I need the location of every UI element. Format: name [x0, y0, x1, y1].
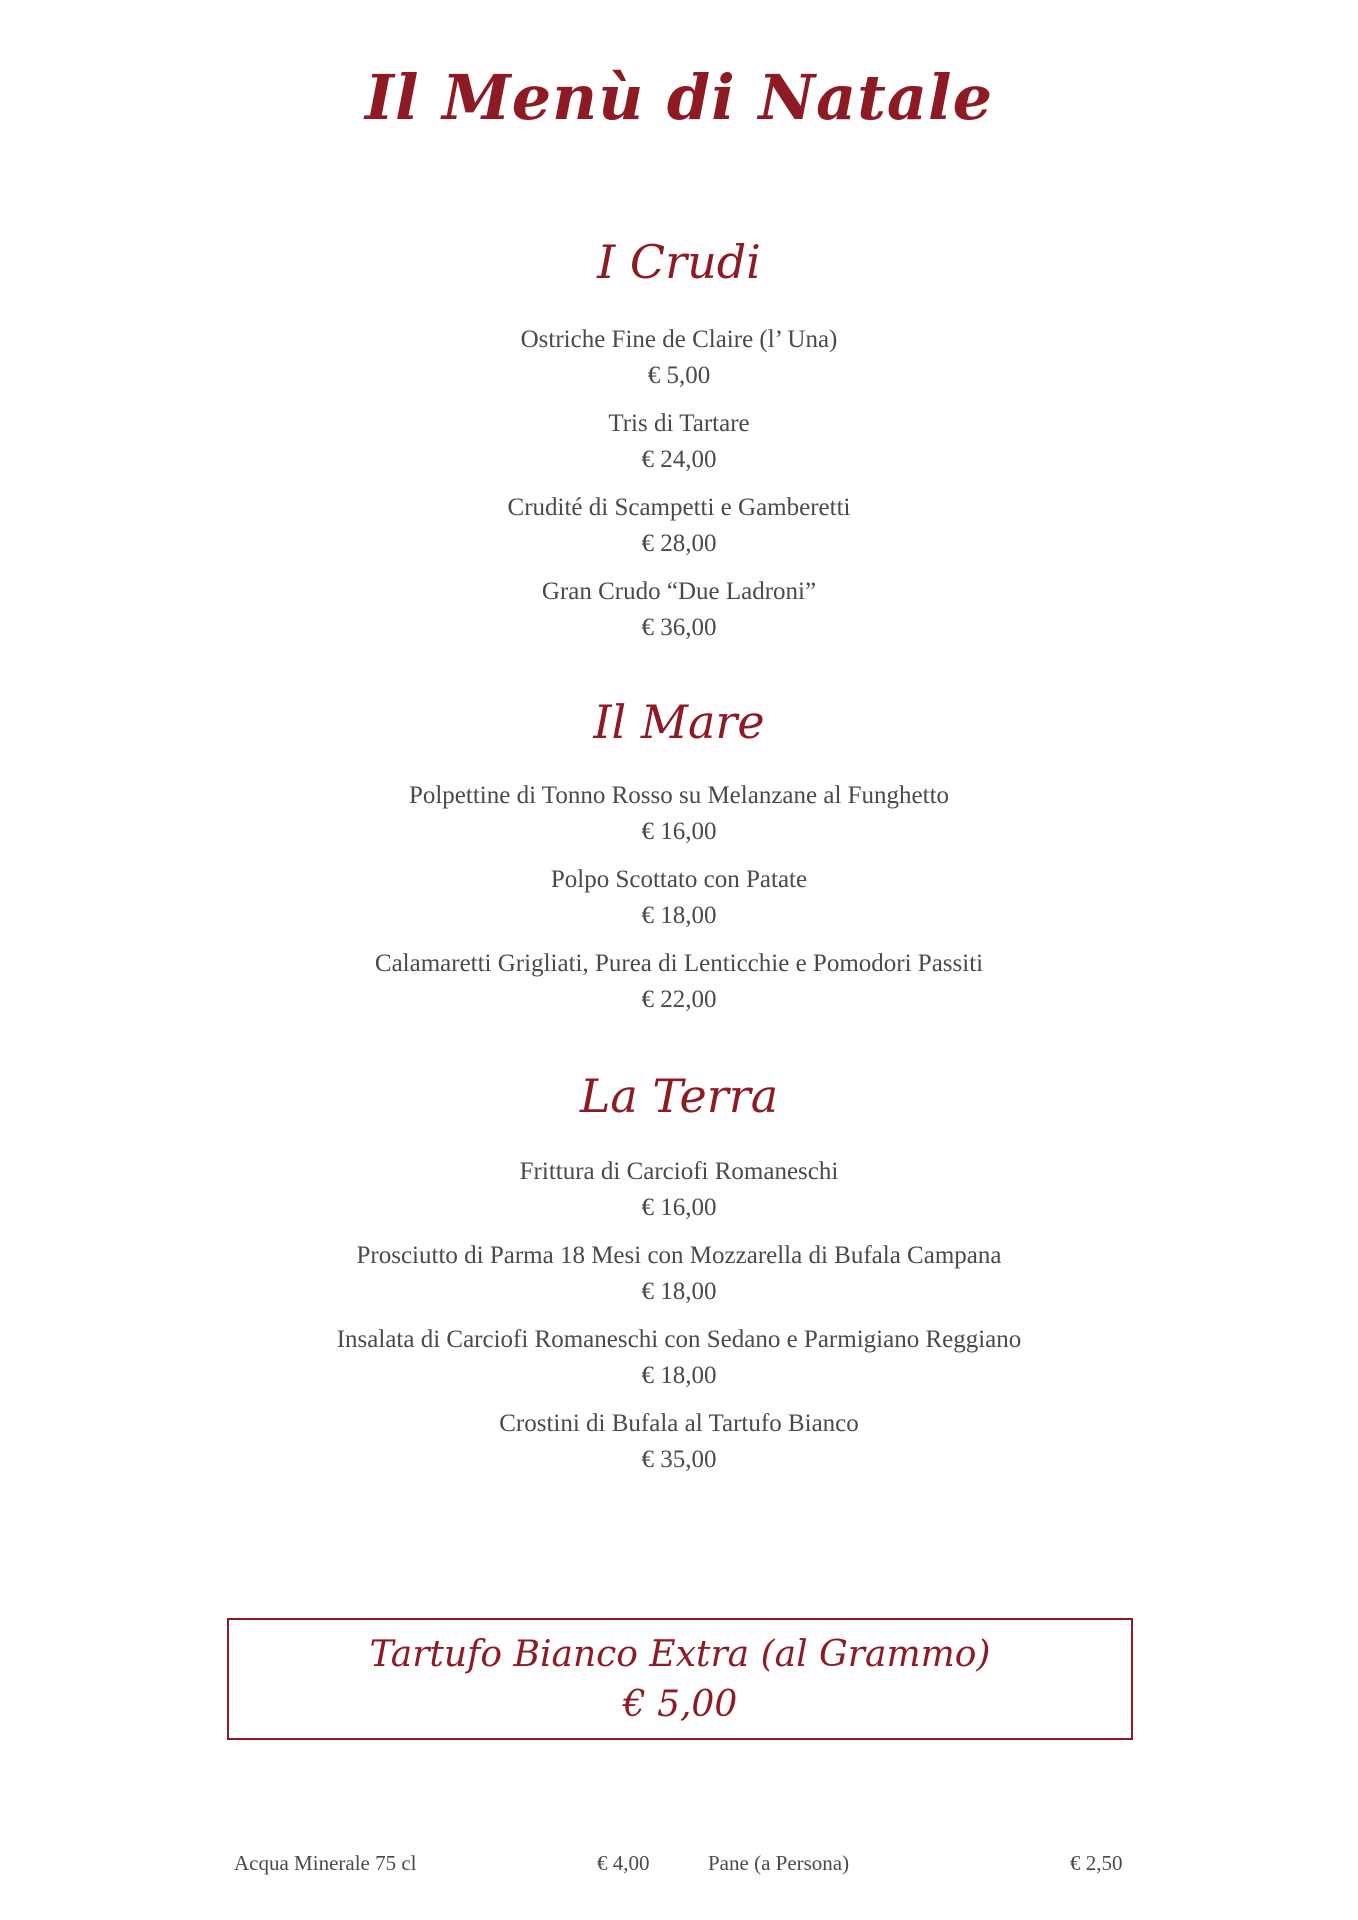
- menu-item: [0, 490, 1358, 574]
- item-price: € 22,00: [641, 986, 717, 1013]
- item-price: € 35,00: [641, 1446, 717, 1473]
- truffle-label: Tartufo Bianco Extra (al Grammo): [369, 1634, 991, 1675]
- section-heading-mare: Il Mare: [593, 695, 765, 749]
- item-price: € 5,00: [647, 362, 711, 389]
- item-price: € 18,00: [641, 1362, 717, 1389]
- menu-item: [0, 946, 1358, 1030]
- menu-item: [0, 1322, 1358, 1406]
- item-name: Crostini di Bufala al Tartufo Bianco: [499, 1410, 859, 1437]
- section-items-crudi: [0, 322, 1358, 658]
- item-name: Gran Crudo “Due Ladroni”: [541, 578, 817, 605]
- menu-item: [0, 1406, 1358, 1490]
- menu-item: [0, 862, 1358, 946]
- item-name: Ostriche Fine de Claire (l’ Una): [520, 326, 838, 353]
- item-name: Tris di Tartare: [608, 410, 750, 437]
- footer-bread-label: Pane (a Persona): [708, 1851, 850, 1875]
- item-name: Prosciutto di Parma 18 Mesi con Mozzarella di Bufala Campana: [356, 1242, 1002, 1269]
- footer-water-price: € 4,00: [597, 1851, 650, 1875]
- item-price: € 36,00: [641, 614, 717, 641]
- section-heading-crudi: I Crudi: [597, 235, 761, 289]
- footer-bread-price: € 2,50: [1070, 1851, 1123, 1875]
- item-price: € 18,00: [641, 1278, 717, 1305]
- truffle-price: € 5,00: [622, 1684, 738, 1725]
- item-name: Polpettine di Tonno Rosso su Melanzane al Funghetto: [408, 782, 950, 809]
- menu-item: [0, 406, 1358, 490]
- section-items-mare: [0, 778, 1358, 1030]
- item-name: Insalata di Carciofi Romaneschi con Sedano e Parmigiano Reggiano: [336, 1326, 1022, 1353]
- item-name: Polpo Scottato con Patate: [550, 866, 808, 893]
- menu-title: Il Menù di Natale: [364, 61, 994, 134]
- item-price: € 24,00: [641, 446, 717, 473]
- item-price: € 16,00: [641, 818, 717, 845]
- menu-item: [0, 778, 1358, 862]
- item-name: Calamaretti Grigliati, Purea di Lenticchie e Pomodori Passiti: [374, 950, 984, 977]
- section-items-terra: [0, 1154, 1358, 1490]
- item-price: € 16,00: [641, 1194, 717, 1221]
- item-name: Frittura di Carciofi Romaneschi: [519, 1158, 839, 1185]
- truffle-box: [227, 1618, 1133, 1740]
- section-heading-terra: La Terra: [579, 1069, 779, 1123]
- item-name: Crudité di Scampetti e Gamberetti: [507, 494, 851, 521]
- menu-item: [0, 1154, 1358, 1238]
- item-price: € 28,00: [641, 530, 717, 557]
- menu-item: [0, 1238, 1358, 1322]
- footer-water-label: Acqua Minerale 75 cl: [234, 1851, 417, 1875]
- item-price: € 18,00: [641, 902, 717, 929]
- menu-item: [0, 322, 1358, 406]
- menu-item: [0, 574, 1358, 658]
